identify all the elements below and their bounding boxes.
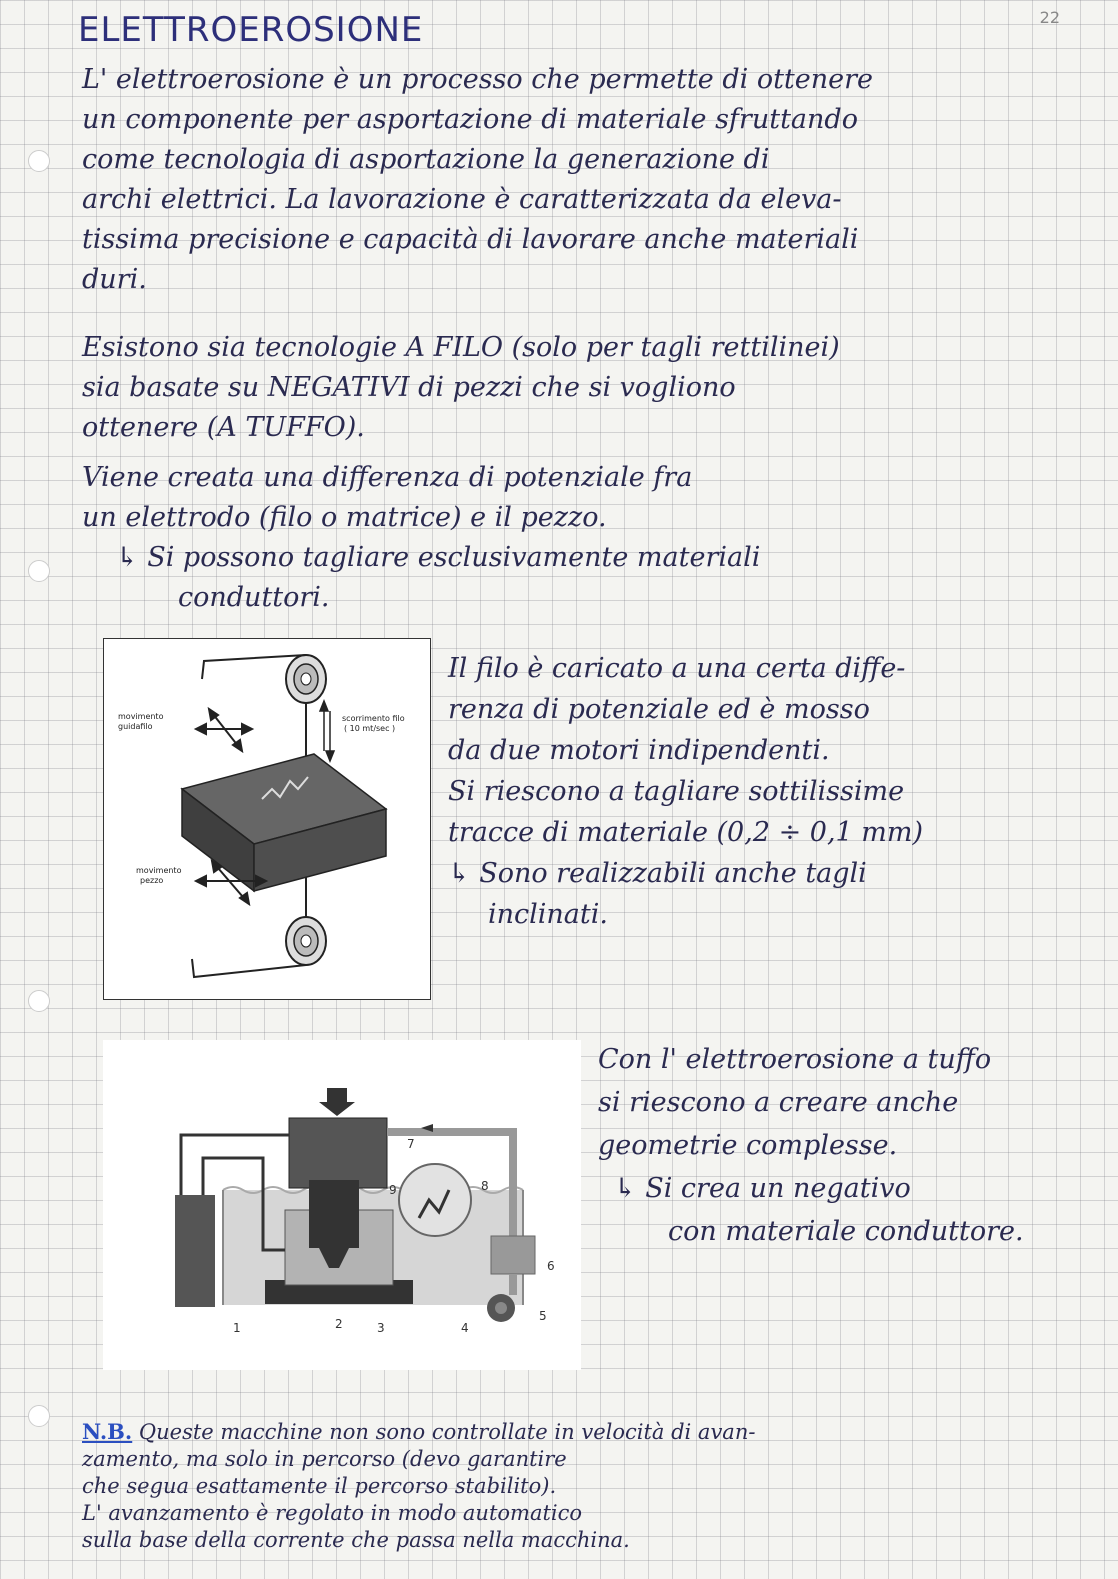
nb-note: [82, 1418, 1072, 1554]
text-line: che segua esattamente il percorso stabilito).: [82, 1474, 557, 1498]
sinker-edm-description: [598, 1038, 1078, 1253]
text-line: Queste macchine non sono controllate in velocità di avan-: [138, 1420, 756, 1444]
text-line: ottenere (A TUFFO).: [82, 412, 365, 443]
label-guide: guidafilo: [118, 722, 153, 731]
potential-paragraph: [82, 458, 1062, 618]
text-line: come tecnologia di asportazione la generazione di: [82, 144, 770, 175]
text-line: archi elettrici. La lavorazione è caratterizzata da eleva-: [82, 184, 842, 215]
callout-number: 4: [461, 1321, 469, 1335]
label-slide: ( 10 mt/sec ): [344, 724, 396, 733]
page-title: ELETTROEROSIONE: [78, 10, 424, 50]
text-line: da due motori indipendenti.: [448, 735, 830, 766]
text-line: sulla base della corrente che passa nella macchina.: [82, 1528, 630, 1552]
text-line: Il filo è caricato a una certa diffe-: [448, 653, 906, 684]
intro-paragraph: [82, 60, 1062, 300]
wire-edm-figure: [103, 638, 431, 1000]
generator: [175, 1195, 215, 1307]
page-number: 22: [1039, 8, 1060, 27]
binder-hole: [28, 1405, 50, 1427]
electrode-holder: [289, 1118, 387, 1188]
text-line: Si riescono a tagliare sottilissime: [448, 776, 905, 807]
callout-number: 9: [389, 1183, 397, 1197]
electrode: [309, 1180, 359, 1248]
text-line: Viene creata una differenza di potenziale fra: [82, 462, 693, 493]
label-piece: pezzo: [140, 876, 164, 885]
nb-label: N.B.: [82, 1419, 133, 1444]
technologies-paragraph: [82, 328, 1062, 448]
text-line: ↳ Si crea un negativo: [614, 1173, 911, 1204]
workpiece-block: [182, 754, 386, 891]
text-line: tracce di materiale (0,2 ÷ 0,1 mm): [448, 817, 924, 848]
text-line: duri.: [82, 264, 147, 295]
filter: [491, 1236, 535, 1274]
text-line: inclinati.: [488, 899, 608, 930]
text-line: ↳ Si possono tagliare esclusivamente materiali: [116, 542, 761, 573]
callout-number: 3: [377, 1321, 385, 1335]
text-line: un elettrodo (filo o matrice) e il pezzo.: [82, 502, 607, 533]
callout-number: 5: [539, 1309, 547, 1323]
detail-magnifier: [399, 1164, 471, 1236]
wire-edm-description: [448, 648, 1088, 935]
label-piece: movimento: [136, 866, 182, 875]
sinker-edm-diagram: [103, 1040, 581, 1370]
callout-number: 6: [547, 1259, 555, 1273]
text-line: zamento, ma solo in percorso (devo garantire: [82, 1447, 567, 1471]
text-line: si riescono a creare anche: [598, 1087, 959, 1118]
binder-hole: [28, 560, 50, 582]
text-line: renza di potenziale ed è mosso: [448, 694, 870, 725]
label-slide: scorrimento filo: [342, 714, 405, 723]
wire: [192, 959, 306, 977]
text-line: sia basate su NEGATIVI di pezzi che si vogliono: [82, 372, 736, 403]
binder-hole: [28, 150, 50, 172]
sinker-edm-figure: [103, 1040, 581, 1370]
callout-number: 1: [233, 1321, 241, 1335]
text-line: tissima precisione e capacità di lavorare anche materiali: [82, 224, 859, 255]
text-line: Con l' elettroerosione a tuffo: [598, 1044, 992, 1075]
feed-arrow: [319, 1088, 355, 1116]
wire-edm-diagram: [104, 639, 430, 999]
wire-slide-arrows: [320, 701, 334, 761]
callout-number: 7: [407, 1137, 415, 1151]
bottom-pulley: [286, 917, 326, 965]
guide-movement-arrows: [196, 709, 252, 751]
callout-number: 8: [481, 1179, 489, 1193]
label-guide: movimento: [118, 712, 164, 721]
text-line: L' elettroerosione è un processo che permette di ottenere: [82, 64, 874, 95]
text-line: L' avanzamento è regolato in modo automatico: [82, 1501, 583, 1525]
text-line: conduttori.: [178, 582, 330, 613]
text-line: un componente per asportazione di materiale sfruttando: [82, 104, 858, 135]
text-line: Esistono sia tecnologie A FILO (solo per tagli rettilinei): [82, 332, 840, 363]
text-line: geometrie complesse.: [598, 1130, 898, 1161]
top-pulley: [286, 655, 326, 703]
text-line: con materiale conduttore.: [668, 1216, 1024, 1247]
text-line: ↳ Sono realizzabili anche tagli: [448, 858, 867, 889]
callout-number: 2: [335, 1317, 343, 1331]
binder-hole: [28, 990, 50, 1012]
